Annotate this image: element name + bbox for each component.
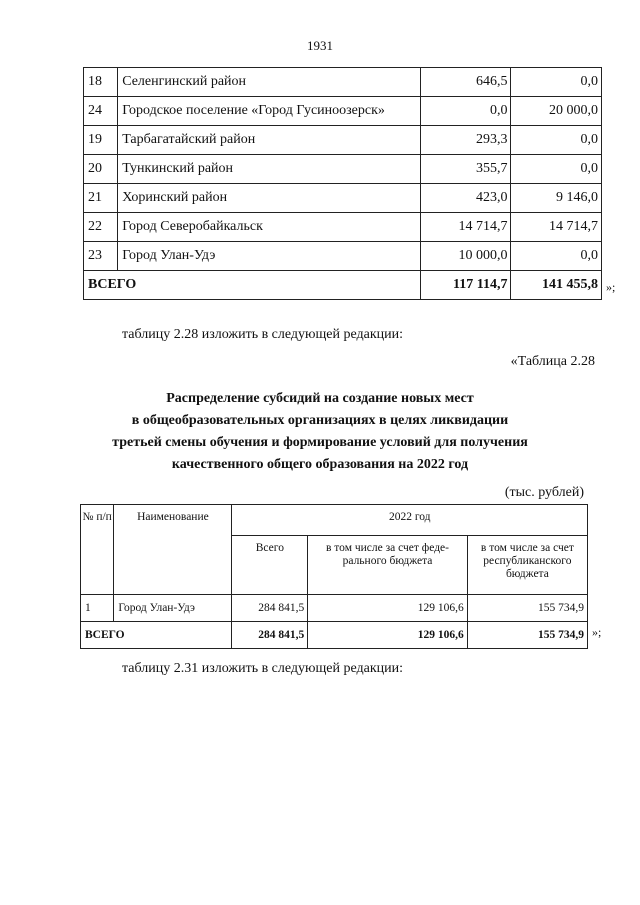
table-closing-mark: »; [592,625,602,639]
header-number: № п/п [81,505,114,595]
page-number: 1931 [307,38,333,53]
table-total-row [84,271,602,300]
row-value-2: 0,0 [511,242,602,271]
row-number: 21 [84,184,118,213]
table-row [84,155,602,184]
total-federal: 129 106,6 [308,622,468,649]
row-name: Город Северобайкальск [118,213,421,242]
header-total: Всего [232,536,308,595]
header-name: Наименование [114,505,232,595]
header-year: 2022 год [232,505,588,536]
row-number: 24 [84,97,118,126]
row-name: Тарбагатайский район [118,126,421,155]
row-value-2: 0,0 [511,126,602,155]
row-value-1: 423,0 [420,184,511,213]
row-number: 18 [84,68,118,97]
table-row [84,213,602,242]
row-name: Город Улан-Удэ [118,242,421,271]
total-all: 284 841,5 [232,622,308,649]
row-number: 19 [84,126,118,155]
heading-line: в общеобразовательных организациях в целях ликвидации [131,413,509,428]
total-value-1: 117 114,7 [420,271,511,300]
row-name: Город Улан-Удэ [114,595,232,622]
row-total: 284 841,5 [232,595,308,622]
row-name: Хоринский район [118,184,421,213]
total-republic: 155 734,9 [467,622,587,649]
table-total-row [81,622,588,649]
row-number: 23 [84,242,118,271]
header-row [81,505,588,536]
total-value-2: 141 455,8 [511,271,602,300]
row-value-2: 20 000,0 [511,97,602,126]
row-number: 20 [84,155,118,184]
table-caption: «Таблица 2.28 [510,354,595,369]
units-label: (тыс. рублей) [504,485,584,500]
row-value-1: 293,3 [420,126,511,155]
row-value-2: 0,0 [511,68,602,97]
amendment-paragraph: таблицу 2.28 изложить в следующей редакции: [122,327,404,342]
row-name: Тункинский район [118,155,421,184]
subsidy-table-2-28 [80,504,588,649]
row-value-1: 0,0 [420,97,511,126]
row-value-1: 10 000,0 [420,242,511,271]
row-value-1: 355,7 [420,155,511,184]
table-row [84,184,602,213]
row-value-1: 14 714,7 [420,213,511,242]
header-federal: в том числе за счет феде-рального бюджета [308,536,468,595]
total-label: ВСЕГО [84,271,421,300]
heading-line: качественного общего образования на 2022 год [171,457,469,472]
table-row [84,126,602,155]
row-republic: 155 734,9 [467,595,587,622]
row-name: Городское поселение «Город Гусиноозерск» [118,97,421,126]
table-heading [60,388,580,476]
total-label: ВСЕГО [81,622,232,649]
row-value-2: 9 146,0 [511,184,602,213]
row-name: Селенгинский район [118,68,421,97]
row-value-1: 646,5 [420,68,511,97]
row-number: 22 [84,213,118,242]
heading-line: третьей смены обучения и формирование условий для получения [112,435,528,450]
table-row [84,97,602,126]
table-row [84,68,602,97]
table-closing-mark: »; [606,280,616,294]
subsidy-table-continued [83,67,602,300]
table-row [84,242,602,271]
table-row [81,595,588,622]
heading-line: Распределение субсидий на создание новых мест [166,391,474,406]
header-republic: в том числе за счет республиканского бюджета [467,536,587,595]
amendment-paragraph: таблицу 2.31 изложить в следующей редакции: [122,661,404,676]
row-value-2: 0,0 [511,155,602,184]
row-number: 1 [81,595,114,622]
row-value-2: 14 714,7 [511,213,602,242]
row-federal: 129 106,6 [308,595,468,622]
